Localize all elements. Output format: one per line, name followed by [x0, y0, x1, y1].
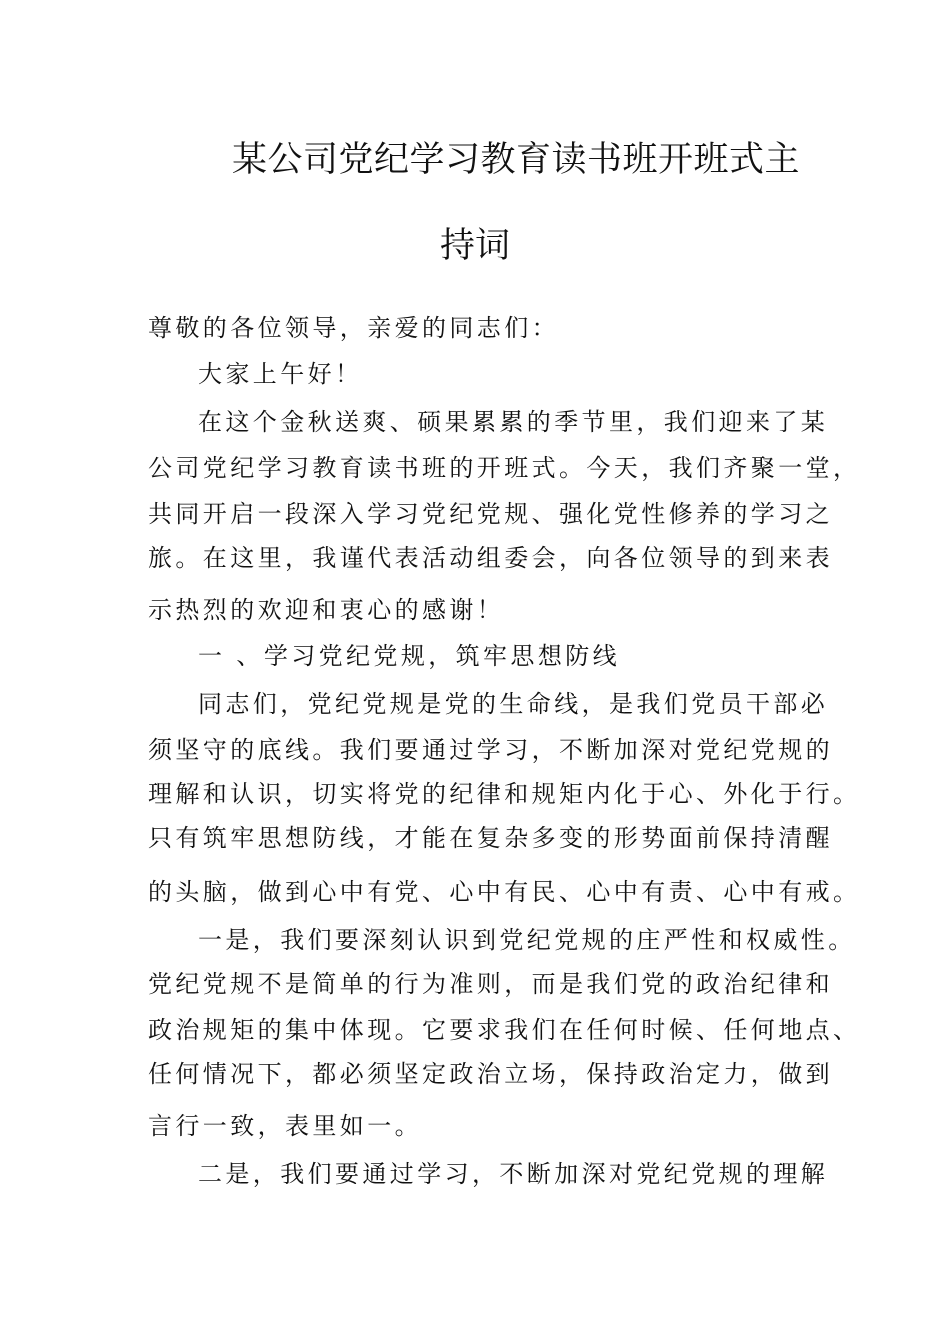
document-title-line-1: 某公司党纪学习教育读书班开班式主 [232, 140, 801, 180]
paragraph-2-line-3: 理解和认识，切实将党的纪律和规矩内化于心、外化于行。 [148, 780, 861, 808]
document-title-line-2: 持词 [440, 226, 511, 266]
paragraph-3-line-3: 政治规矩的集中体现。它要求我们在任何时候、任何地点、 [148, 1016, 861, 1044]
paragraph-3-line-5: 言行一致，表里如一。 [148, 1112, 422, 1140]
paragraph-1-line-5: 示热烈的欢迎和衷心的感谢！ [148, 596, 505, 624]
paragraph-1-line-1: 在这个金秋送爽、硕果累累的季节里，我们迎来了某 [198, 408, 829, 436]
paragraph-1-line-4: 旅。在这里，我谨代表活动组委会，向各位领导的到来表 [148, 544, 833, 572]
paragraph-3-line-4: 任何情况下，都必须坚定政治立场，保持政治定力，做到 [148, 1060, 833, 1088]
greeting-line: 大家上午好！ [198, 360, 363, 388]
paragraph-1-line-3: 共同开启一段深入学习党纪党规、强化党性修养的学习之 [148, 500, 833, 528]
paragraph-1-line-2: 公司党纪学习教育读书班的开班式。今天，我们齐聚一堂， [148, 454, 861, 482]
paragraph-2-line-4: 只有筑牢思想防线，才能在复杂多变的形势面前保持清醒 [148, 824, 833, 852]
paragraph-2-line-2: 须坚守的底线。我们要通过学习，不断加深对党纪党规的 [148, 736, 833, 764]
paragraph-3-line-1: 一是，我们要深刻认识到党纪党规的庄严性和权威性。 [198, 926, 856, 954]
paragraph-3-line-2: 党纪党规不是简单的行为准则，而是我们党的政治纪律和 [148, 970, 833, 998]
section-heading-1: 一 、学习党纪党规，筑牢思想防线 [198, 642, 621, 670]
paragraph-4-line-1: 二是，我们要通过学习，不断加深对党纪党规的理解 [198, 1160, 829, 1188]
salutation-line: 尊敬的各位领导，亲爱的同志们： [148, 314, 559, 342]
paragraph-2-line-1: 同志们，党纪党规是党的生命线，是我们党员干部必 [198, 690, 829, 718]
paragraph-2-line-5: 的头脑，做到心中有党、心中有民、心中有责、心中有戒。 [148, 878, 861, 906]
